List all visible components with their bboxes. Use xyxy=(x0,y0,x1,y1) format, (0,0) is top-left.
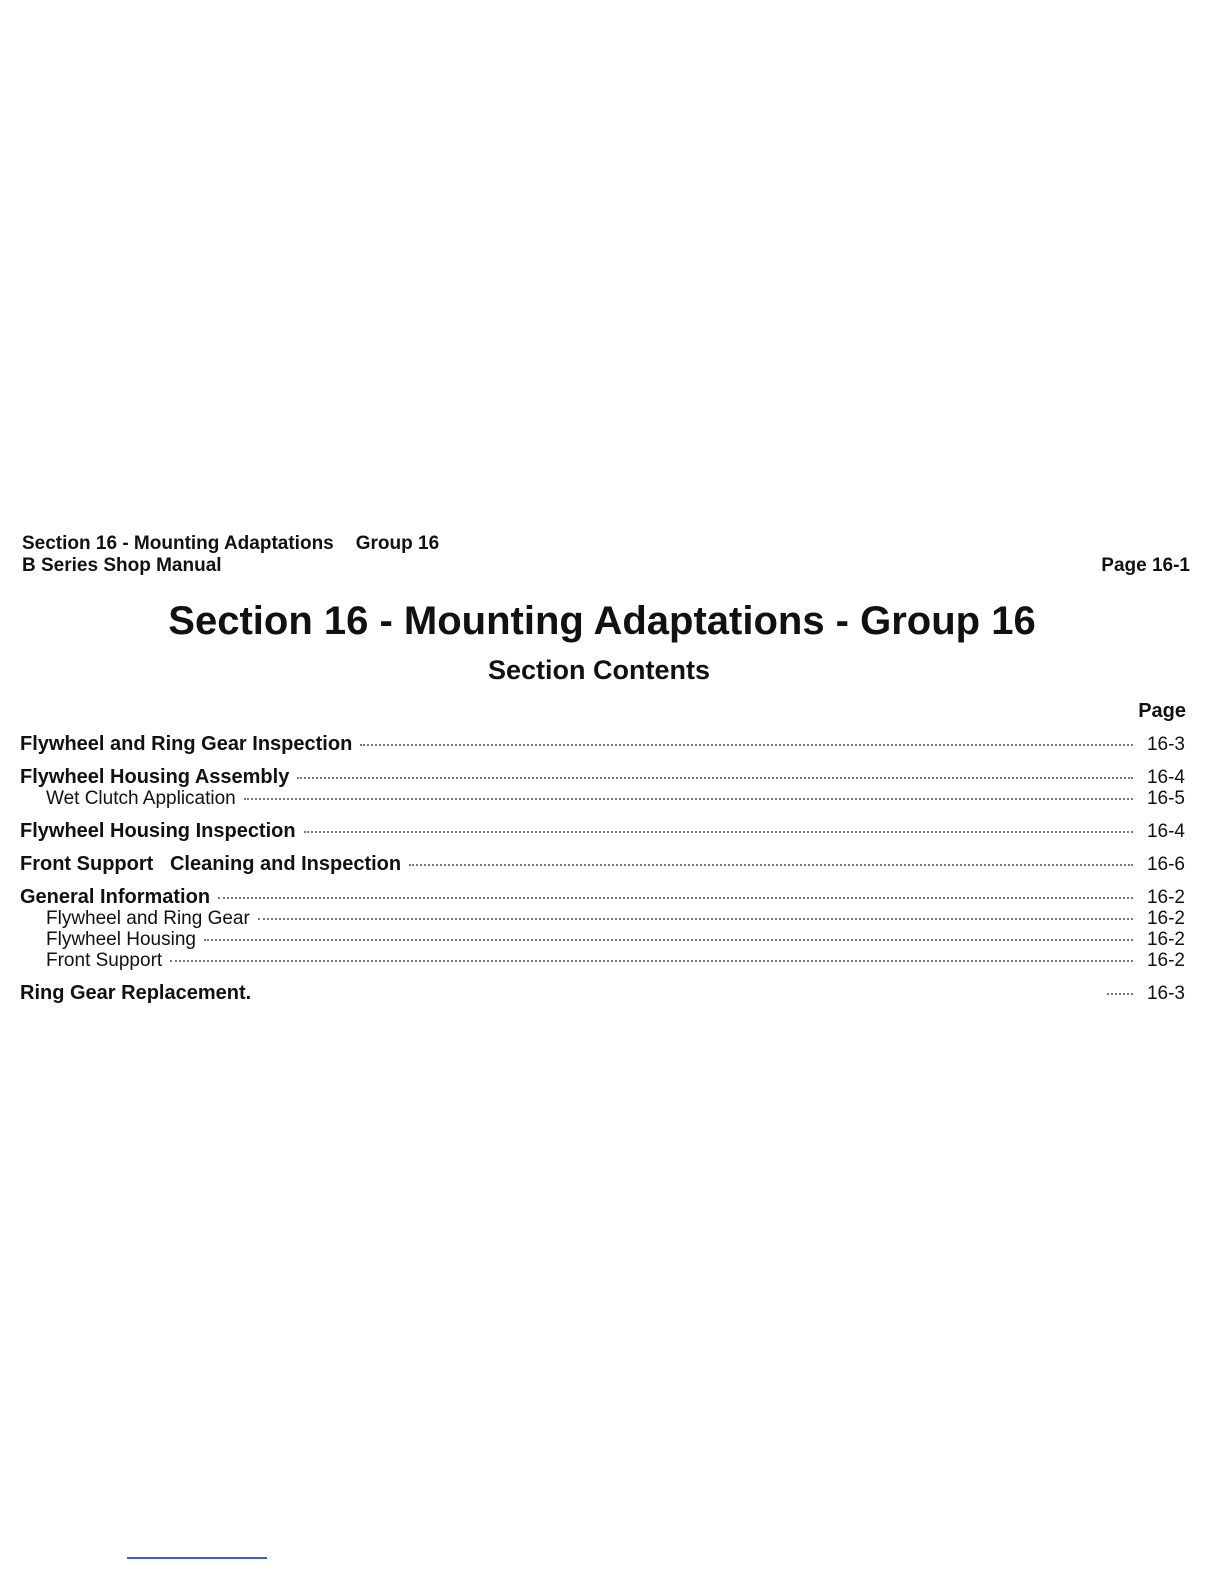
toc-group xyxy=(20,733,1185,755)
toc-entry[interactable] xyxy=(20,886,1185,908)
running-header xyxy=(22,533,1190,577)
header-line-1 xyxy=(22,533,1190,555)
header-manual-name: B Series Shop Manual xyxy=(22,555,222,576)
toc-entry-page: 16-3 xyxy=(1146,734,1185,755)
dot-leader xyxy=(304,831,1133,833)
dot-leader xyxy=(409,864,1133,866)
toc-entry[interactable] xyxy=(20,733,1185,755)
toc-subentry[interactable] xyxy=(20,788,1185,809)
toc-group xyxy=(20,766,1185,809)
toc-group xyxy=(20,820,1185,842)
toc-subentry[interactable] xyxy=(20,929,1185,950)
toc-entry-label: General Information xyxy=(20,886,211,908)
toc-entry-page: 16-4 xyxy=(1146,767,1185,788)
footer-rule xyxy=(127,1557,267,1559)
toc-entry-page: 16-4 xyxy=(1146,821,1185,842)
toc-entry[interactable] xyxy=(20,766,1185,788)
dot-leader xyxy=(258,918,1133,920)
toc-group xyxy=(20,886,1185,971)
toc-subentry-label: Flywheel Housing xyxy=(46,929,196,950)
toc-group xyxy=(20,982,1185,1004)
toc-subentry-label: Flywheel and Ring Gear xyxy=(46,908,250,929)
dot-leader xyxy=(297,777,1133,779)
toc-subentry-page: 16-2 xyxy=(1146,908,1185,929)
header-section: Section 16 - Mounting Adaptations xyxy=(22,533,334,554)
toc-entry-label: Flywheel and Ring Gear Inspection xyxy=(20,733,353,755)
toc-entry-label: Ring Gear Replacement. xyxy=(20,982,252,1004)
toc-entry-label: Flywheel Housing Inspection xyxy=(20,820,296,842)
dot-leader xyxy=(1107,993,1133,995)
toc-entry[interactable] xyxy=(20,820,1185,842)
dot-leader xyxy=(360,744,1133,746)
dot-leader xyxy=(170,960,1133,962)
dot-leader xyxy=(204,939,1133,941)
toc-entry-page: 16-3 xyxy=(1146,983,1185,1004)
toc-subentry-label: Wet Clutch Application xyxy=(46,788,236,809)
toc-subentry-page: 16-2 xyxy=(1146,929,1185,950)
toc-entry-page: 16-2 xyxy=(1146,887,1185,908)
toc-group xyxy=(20,853,1185,875)
page-subtitle: Section Contents xyxy=(487,655,710,685)
toc-subentry-page: 16-5 xyxy=(1146,788,1185,809)
dot-leader xyxy=(218,897,1133,899)
dot-leader xyxy=(244,798,1133,800)
toc-subentry-page: 16-2 xyxy=(1146,950,1185,971)
header-group: Group 16 xyxy=(355,533,440,554)
toc-entry[interactable] xyxy=(20,853,1185,875)
toc-subentry[interactable] xyxy=(20,950,1185,971)
toc-entry-label: Front Support Cleaning and Inspection xyxy=(20,853,402,875)
page-title: Section 16 - Mounting Adaptations - Group 16 xyxy=(168,599,1036,643)
header-page-number: Page 16-1 xyxy=(1101,555,1190,576)
table-of-contents xyxy=(20,733,1185,1015)
toc-entry[interactable] xyxy=(20,982,1185,1004)
page-column-label: Page xyxy=(1138,700,1186,722)
toc-entry-label: Flywheel Housing Assembly xyxy=(20,766,290,788)
toc-subentry[interactable] xyxy=(20,908,1185,929)
toc-subentry-label: Front Support xyxy=(46,950,163,971)
toc-entry-page: 16-6 xyxy=(1146,854,1185,875)
